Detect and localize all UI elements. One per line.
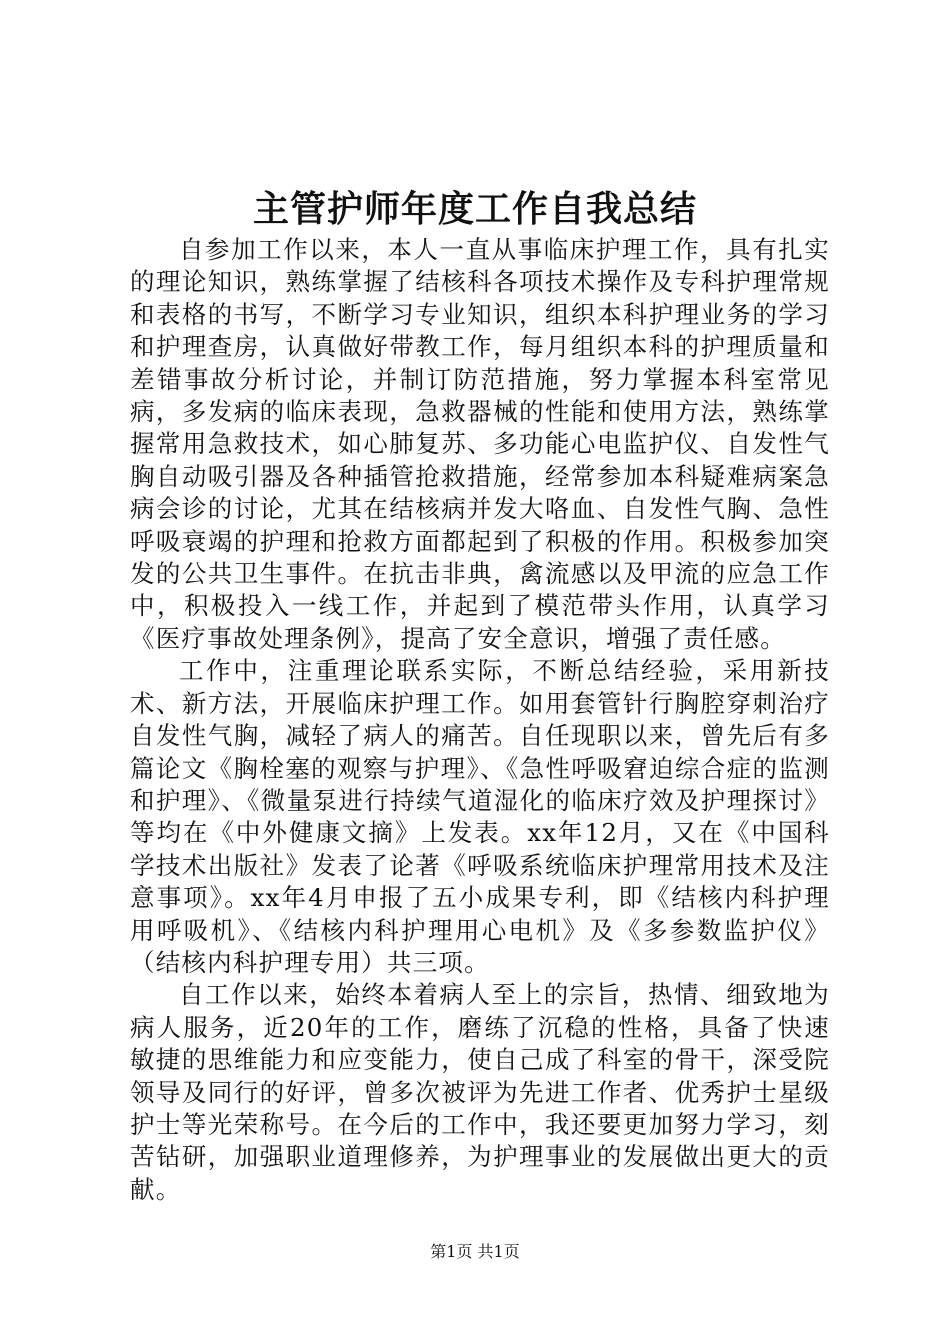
document-title: 主管护师年度工作自我总结 <box>252 189 697 230</box>
paragraph-1: 自参加工作以来，本人一直从事临床护理工作，具有扎实的理论知识，熟练掌握了结核科各项技术操作及专科护理常规和表格的书写，不断学习专业知识，组织本科护理业务的学习和护理查房，认真做好带教工作，每月组织本科的护理质量和差错事故分析讨论，并制订防范措施，努力掌握本科室常见病，多发病的临床表现，急救器械的性能和使用方法，熟练掌握常用急救技术，如心肺复苏、多功能心电监护仪、自发性气胸自动吸引器及各种插管抢救措施，经常参加本科疑难病案急病会诊的讨论，尤其在结核病并发大咯血、自发性气胸、急性呼吸衰竭的护理和抢救方面都起到了积极的作用。积极参加突发的公共卫生事件。在抗击非典，禽流感以及甲流的应急工作中，积极投入一线工作，并起到了模范带头作用，认真学习《医疗事故处理条例》，提高了安全意识，增强了责任感。 <box>130 235 830 653</box>
paragraph-2: 工作中，注重理论联系实际，不断总结经验，采用新技术、新方法，开展临床护理工作。如用套管针行胸腔穿刺治疗自发性气胸，减轻了病人的痛苦。自任现职以来，曾先后有多篇论文《胸栓塞的观察与护理》、《急性呼吸窘迫综合症的监测和护理》、《微量泵进行持续气道湿化的临床疗效及护理探讨》等均在《中外健康文摘》上发表。xx年12月，又在《中国科学技术出版社》发表了论著《呼吸系统临床护理常用技术及注意事项》。xx年4月申报了五小成果专利，即《结核内科护理用呼吸机》、《结核内科护理用心电机》及《多参数监护仪》（结核内科护理专用）共三项。 <box>130 656 830 977</box>
page-footer: 第1页 共1页 <box>430 1242 520 1261</box>
document-body <box>130 234 830 1206</box>
paragraph-3: 自工作以来，始终本着病人至上的宗旨，热情、细致地为病人服务，近20年的工作，磨练了沉稳的性格，具备了快速敏捷的思维能力和应变能力，使自己成了科室的骨干，深受院领导及同行的好评，曾多次被评为先进工作者、优秀护士星级护士等光荣称号。在今后的工作中，我还要更加努力学习，刻苦钻研，加强职业道理修养，为护理事业的发展做出更大的贡献。 <box>130 980 830 1204</box>
